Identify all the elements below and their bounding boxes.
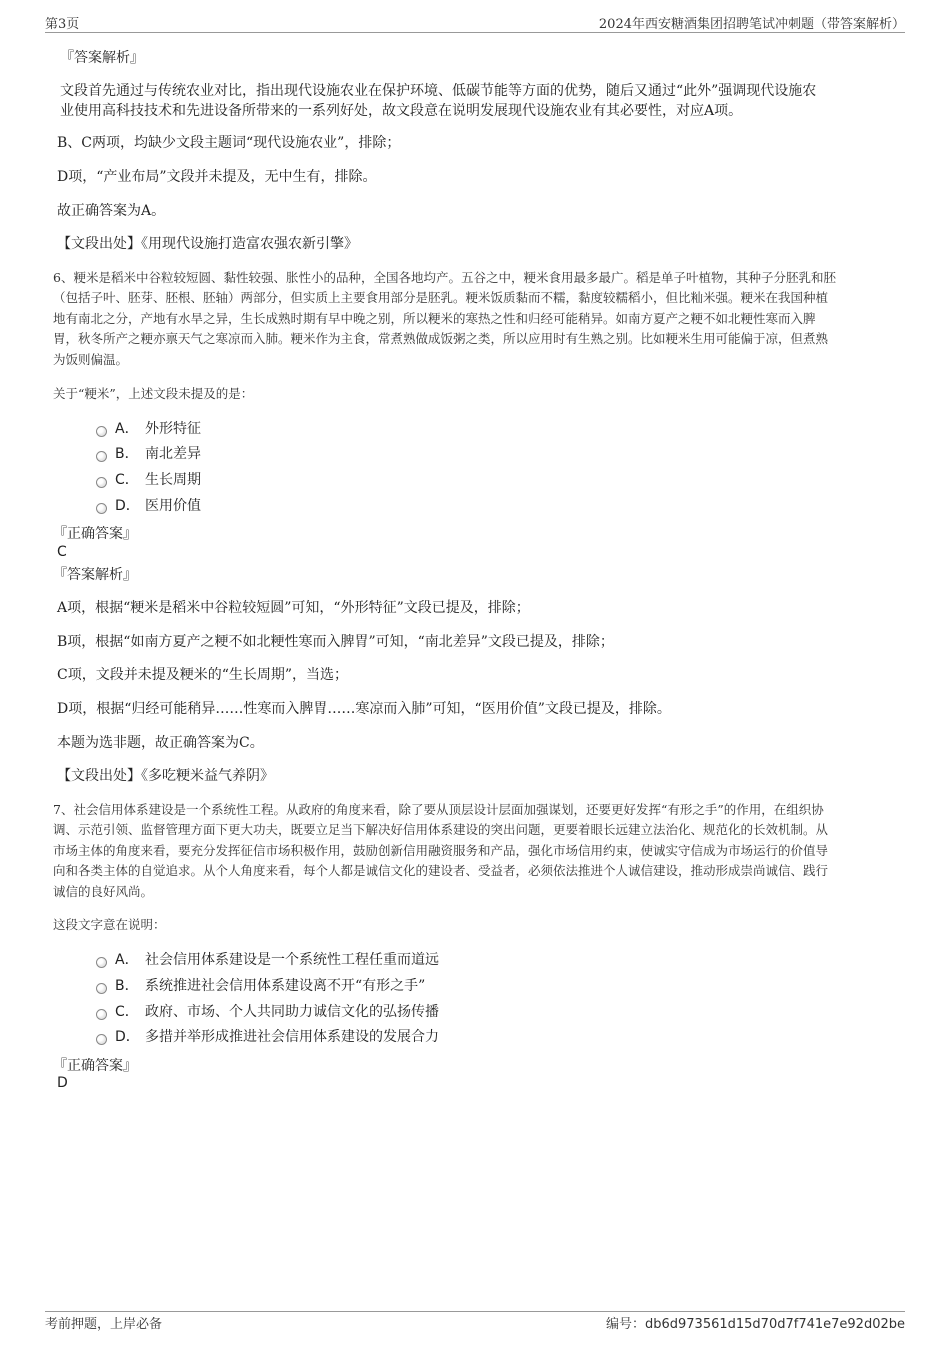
option-text: 多措并举形成推进社会信用体系建设的发展合力 xyxy=(145,1029,439,1045)
q5-final-answer: 故正确答案为A。 xyxy=(57,203,166,219)
q6-option-d[interactable] xyxy=(96,496,201,516)
q7-option-d[interactable] xyxy=(96,1027,439,1047)
footer-divider xyxy=(45,1311,905,1312)
q7-stem-line-2: 调、示范引领、监督管理方面下更大功夫，既要立足当下解决好信用体系建设的突出问题，更要着眼长远建立法治化、规范化的长效机制。从 xyxy=(53,822,829,837)
q6-option-c[interactable] xyxy=(96,470,201,490)
q7-answer-label: 『正确答案』 xyxy=(53,1058,137,1074)
q6-stem-line-4: 胃，秋冬所产之粳亦禀天气之寒凉而入肺。粳米作为主食，常煮熟做成饭粥之类，所以应用时有生熟之别。比如粳米生用可能偏于凉，但煮熟 xyxy=(53,331,829,346)
q6-answer-label: 『正确答案』 xyxy=(53,526,137,542)
q7-stem-line-4: 向和各类主体的自觉追求。从个人角度来看，每个人都是诚信文化的建设者、受益者，必须依法推进个人诚信建设，推动形成崇尚诚信、践行 xyxy=(53,863,829,878)
q5-analysis-bc: B、C两项，均缺少文段主题词“现代设施农业”，排除； xyxy=(57,135,401,151)
q7-stem-line-1: 7、社会信用体系建设是一个系统性工程。从政府的角度来看，除了要从顶层设计层面加强谋划，还要更好发挥“有形之手”的作用，在组织协 xyxy=(53,802,824,817)
option-text: 政府、市场、个人共同助力诚信文化的弘扬传播 xyxy=(145,1004,439,1020)
option-letter: A． xyxy=(115,952,139,968)
radio-button-icon[interactable] xyxy=(96,957,107,968)
option-letter: C． xyxy=(115,472,139,488)
option-text: 系统推进社会信用体系建设离不开“有形之手” xyxy=(145,978,426,994)
footer-serial xyxy=(606,1313,905,1332)
q7-option-b[interactable] xyxy=(96,976,425,996)
option-text: 南北差异 xyxy=(145,446,201,462)
q6-stem-line-5: 为饭则偏温。 xyxy=(53,352,129,367)
q6-analysis-c: C项，文段并未提及粳米的“生长周期”，当选； xyxy=(57,667,349,683)
option-text: 生长周期 xyxy=(145,472,201,488)
q7-correct-answer: D xyxy=(57,1075,68,1091)
footer-slogan: 考前押题，上岸必备 xyxy=(45,1317,163,1332)
q6-analysis-d: D项，根据“归经可能稍异……性寒而入脾胃……寒凉而入肺”可知，“医用价值”文段已提及，排除。 xyxy=(57,701,671,717)
q5-analysis-line-1: 文段首先通过与传统农业对比，指出现代设施农业在保护环境、低碳节能等方面的优势，随后又通过“此外”强调现代设施农 xyxy=(60,83,817,99)
radio-button-icon[interactable] xyxy=(96,426,107,437)
q7-stem-line-3: 市场主体的角度来看，要充分发挥征信市场积极作用，鼓励创新信用融资服务和产品，强化市场信用约束，使诚实守信成为市场运行的价值导 xyxy=(53,843,829,858)
q6-question: 关于“粳米”，上述文段未提及的是： xyxy=(53,386,254,401)
radio-button-icon[interactable] xyxy=(96,477,107,488)
radio-button-icon[interactable] xyxy=(96,983,107,994)
option-text: 医用价值 xyxy=(145,498,201,514)
q6-analysis-label: 『答案解析』 xyxy=(53,567,137,583)
q6-stem-line-1: 6、粳米是稻米中谷粒较短圆、黏性较强、胀性小的品种，全国各地均产。五谷之中，粳米食用最多最广。稻是单子叶植物，其种子分胚乳和胚 xyxy=(53,270,836,285)
q5-analysis-label: 『答案解析』 xyxy=(60,50,144,66)
footer-serial-code: db6d973561d15d70d7f741e7e92d02be xyxy=(644,1317,905,1332)
document-title: 2024年西安糖酒集团招聘笔试冲刺题（带答案解析） xyxy=(598,17,905,32)
option-letter: C． xyxy=(115,1004,139,1020)
footer-serial-label: 编号： xyxy=(605,1317,645,1332)
q6-source: 【文段出处】《多吃粳米益气养阴》 xyxy=(57,768,274,784)
radio-button-icon[interactable] xyxy=(96,451,107,462)
option-letter: D． xyxy=(115,1029,140,1045)
q7-question: 这段文字意在说明： xyxy=(53,917,166,932)
radio-button-icon[interactable] xyxy=(96,503,107,514)
q5-source: 【文段出处】《用现代设施打造富农强农新引擎》 xyxy=(57,236,358,252)
radio-button-icon[interactable] xyxy=(96,1009,107,1020)
q6-option-b[interactable] xyxy=(96,444,201,464)
radio-button-icon[interactable] xyxy=(96,1034,107,1045)
option-text: 外形特征 xyxy=(145,421,201,437)
q6-analysis-a: A项，根据“粳米是稻米中谷粒较短圆”可知，“外形特征”文段已提及，排除； xyxy=(57,600,530,616)
option-letter: D． xyxy=(115,498,140,514)
page-number: 第3页 xyxy=(45,17,80,32)
q7-option-c[interactable] xyxy=(96,1002,439,1022)
header-divider xyxy=(45,32,905,33)
option-letter: B． xyxy=(115,446,139,462)
q6-analysis-b: B项，根据“如南方夏产之粳不如北粳性寒而入脾胃”可知，“南北差异”文段已提及，排除； xyxy=(57,634,614,650)
q7-option-a[interactable] xyxy=(96,950,439,970)
q7-stem-line-5: 诚信的良好风尚。 xyxy=(53,884,154,899)
q6-option-a[interactable] xyxy=(96,419,201,439)
q5-analysis-d: D项，“产业布局”文段并未提及，无中生有，排除。 xyxy=(57,169,377,185)
q5-analysis-line-2: 业使用高科技技术和先进设备所带来的一系列好处，故文段意在说明发展现代设施农业有其必要性，对应A项。 xyxy=(60,103,743,119)
option-text: 社会信用体系建设是一个系统性工程任重而道远 xyxy=(145,952,439,968)
option-letter: A． xyxy=(115,421,139,437)
q6-stem-line-2: （包括子叶、胚芽、胚根、胚轴）两部分，但实质上主要食用部分是胚乳。粳米饭质黏而不糯，黏度较糯稻小，但比籼米强。粳米在我国种植 xyxy=(53,290,829,305)
q6-correct-answer: C xyxy=(57,544,67,560)
q6-stem-line-3: 地有南北之分，产地有水旱之异，生长成熟时期有早中晚之别，所以粳米的寒热之性和归经可能稍异。如南方夏产之粳不如北粳性寒而入脾 xyxy=(53,311,816,326)
q6-final-answer: 本题为选非题，故正确答案为C。 xyxy=(57,735,264,751)
option-letter: B． xyxy=(115,978,139,994)
